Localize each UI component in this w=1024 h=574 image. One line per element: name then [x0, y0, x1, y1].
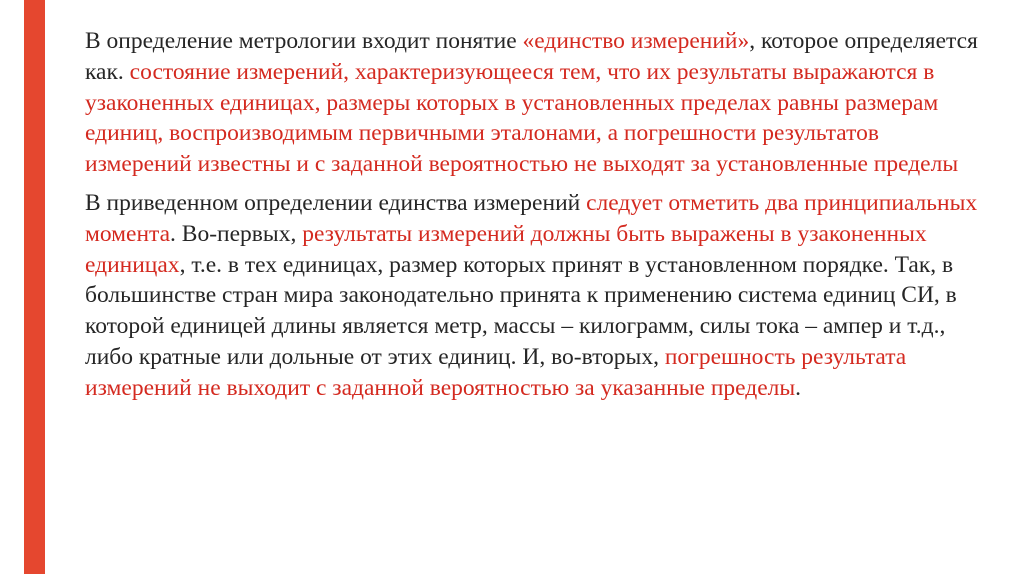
highlighted-definition: состояние измерений, характеризующееся тем, что их результаты выражаются в узаконенных единицах, размеры которых в установленных пределах равны размерам единиц, воспроизводимым первичными эталонами, а погрешности результатов измерений известны и с заданной вероятностью не выходят за установленные пределы — [85, 58, 959, 178]
highlighted-phrase: следует отметить два принципиальных момента — [85, 189, 978, 247]
text-segment: В приведенном определении единства измерений — [85, 189, 587, 216]
text-segment: В определение метрологии входит понятие — [85, 28, 523, 54]
paragraph-2 — [85, 188, 990, 404]
text-segment: , которое определяется как. — [85, 28, 978, 85]
slide-body — [85, 26, 990, 404]
text-segment: , т.е. в тех единицах, размер которых принят в установленном порядке. Так, в большинстве стран мира законодательно принята к применению система единиц СИ, в которой единицей длины является метр, массы – килограмм, силы тока – ампер и т.д., либо кратные или дольные от этих единиц. И, во-вторых, — [85, 251, 957, 370]
accent-bar — [24, 0, 45, 574]
highlighted-term: «единство измерений» — [522, 28, 750, 54]
paragraph-1 — [85, 26, 990, 180]
text-segment: . Во-первых, — [170, 220, 303, 247]
text-segment: . — [795, 374, 802, 401]
highlighted-phrase: погрешность результата измерений не выходит с заданной вероятностью за указанные пределы — [85, 343, 907, 401]
highlighted-phrase: результаты измерений должны быть выражены в узаконенных единицах — [85, 220, 927, 278]
